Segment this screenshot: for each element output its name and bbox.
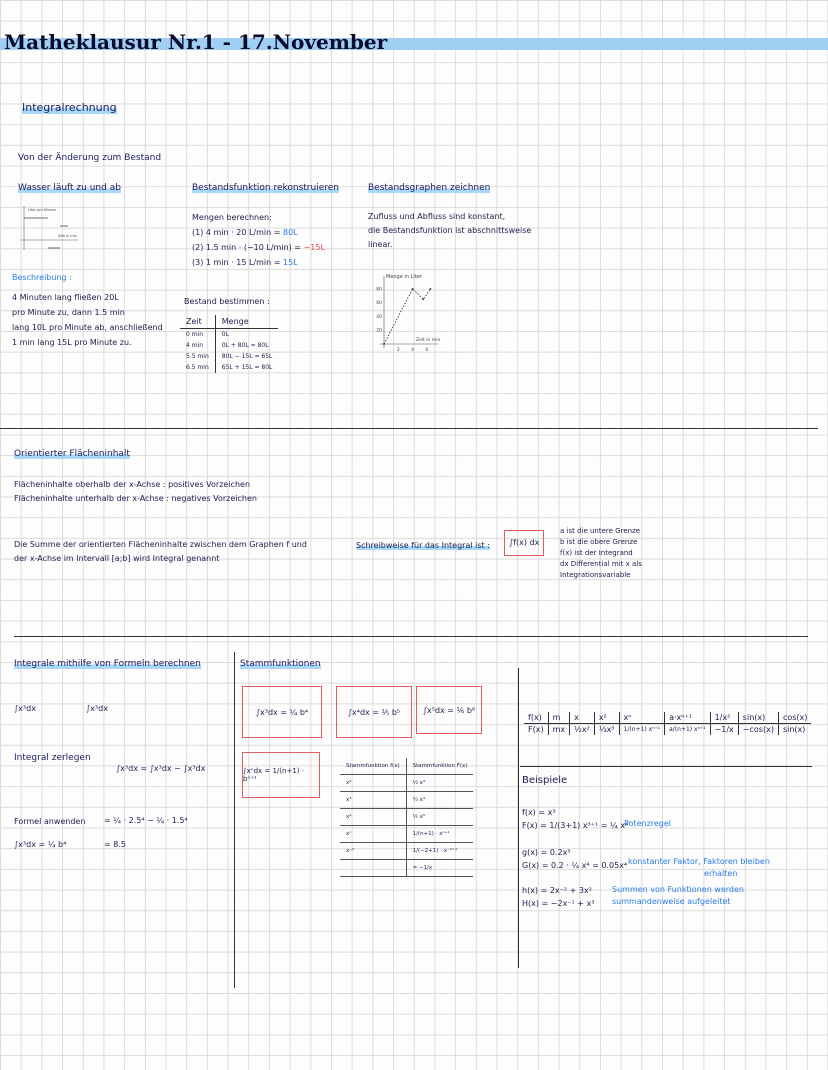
y-tick-label: 80	[376, 287, 382, 293]
mengen-block: Mengen berechnen: (1) 4 min · 20 L/min = 80L (2) 1.5 min · (−10 L/min) = −15L (3) 1 min · 15 L/min = 15L	[192, 213, 325, 267]
data-point	[412, 288, 414, 290]
formel-right-2: = 8.5	[104, 840, 126, 849]
stamm-box-3: ∫x⁵dx = ⅙ b⁶	[416, 686, 482, 734]
stamm-extra: = −1/x	[406, 860, 473, 877]
example-integral-2: ∫x³dx	[86, 704, 108, 713]
bestand-graph	[368, 272, 440, 356]
bestand-title: Bestand bestimmen :	[184, 297, 270, 306]
beispiel-2: g(x) = 0.2x³ G(x) = 0.2 · ¼ x⁴ = 0.05x⁴	[522, 848, 628, 870]
beispiel-3: h(x) = 2x⁻² + 3x² H(x) = −2x⁻¹ + x³	[522, 886, 595, 908]
section-heading-orient: Orientierter Flächeninhalt	[14, 449, 130, 459]
divider-1	[0, 428, 818, 429]
rate-chart-xlabel: Zeit in min	[58, 234, 77, 238]
zerlegen-formula: ∫x³dx = ∫x³dx − ∫x³dx	[116, 764, 206, 773]
chart-title: Menge in Liter	[386, 274, 422, 280]
integral-notes: a ist die untere Grenze b ist die obere Grenze f(x) ist der Integrand dx Differential mit x als Integrationsvariable	[560, 527, 642, 579]
stamm-box-1: ∫x³dx = ¼ b⁴	[242, 686, 322, 738]
sub-heading: Von der Änderung zum Bestand	[18, 153, 162, 163]
col3-title: Bestandsgraphen zeichnen	[368, 183, 491, 193]
section-heading-stamm: Stammfunktionen	[240, 659, 321, 669]
col3-text: Zufluss und Abfluss sind konstant, die Bestandsfunktion ist abschnittsweise linear.	[368, 212, 532, 249]
formel-left: ∫x³dx = ¼ b⁴	[14, 840, 67, 849]
divider-v2	[518, 668, 519, 968]
integral-notation: ∫f(x) dx	[504, 530, 544, 556]
section-heading-integral: Integralrechnung	[22, 101, 117, 114]
vorzeichen-text: Flächeninhalte oberhalb der x-Achse : positives Vorzeichen Flächeninhalte unterhalb der x-Achse : negatives Vorzeichen	[14, 480, 257, 503]
page-title: Matheklausur Nr.1 - 17.November	[4, 30, 388, 54]
stamm-box-2: ∫x⁴dx = ⅕ b⁵	[336, 686, 412, 738]
rate-chart-label: Liter pro Minute	[28, 208, 56, 212]
data-point	[383, 343, 385, 345]
example-integral-1: ∫x³dx	[14, 704, 36, 713]
series-line	[384, 289, 430, 344]
stamm-box-general: ∫xⁿdx = 1/(n+1) · bⁿ⁺¹	[242, 752, 320, 798]
summe-text: Die Summe der orientierten Flächeninhalte zwischen dem Graphen f und der x-Achse im Intervall [a;b] wird Integral genannt	[14, 540, 307, 563]
col1-title: Wasser läuft zu und ab	[18, 183, 121, 193]
section-heading-formeln: Integrale mithilfe von Formeln berechnen	[14, 659, 201, 669]
formel-title: Formel anwenden	[14, 817, 86, 826]
y-tick-label: 60	[376, 301, 382, 307]
formula-table: f(x) m x x² xⁿ a·xⁿ⁺¹ 1/x² sin(x) cos(x) F(x) mx ½x² ⅓x³ 1/(n+1) xⁿ⁺¹ a/(n+1) xⁿ⁺¹ −1/x −cos(x) sin(x)	[524, 712, 811, 735]
data-point	[430, 288, 432, 290]
desc-text: 4 Minuten lang fließen 20L pro Minute zu, dann 1.5 min lang 10L pro Minute ab, anschließend 1 min lang 15L pro Minute zu.	[12, 293, 163, 347]
chart-xlabel: Zeit in min	[416, 338, 440, 343]
divider-v1	[234, 652, 235, 988]
x-tick-label: 6	[425, 348, 429, 353]
x-tick-label: 2	[396, 348, 400, 353]
desc-title: Beschreibung :	[12, 273, 72, 282]
beispiele-title: Beispiele	[522, 775, 568, 786]
beispiel-1-note: Potenzregel	[624, 819, 672, 828]
divider-3	[520, 766, 812, 767]
formel-right-1: = ¼ · 2.5⁴ − ¼ · 1.5⁴	[104, 816, 188, 825]
beispiel-2-note: konstanter Faktor, Faktoren bleiben erhalten	[628, 857, 770, 878]
rate-chart	[18, 204, 80, 254]
zerlegen-title: Integral zerlegen	[14, 753, 91, 763]
divider-2	[14, 636, 808, 637]
x-tick-label: 4	[411, 348, 415, 353]
y-tick-label: 40	[376, 314, 382, 320]
y-tick-label: 20	[376, 328, 382, 334]
beispiel-1: f(x) = x³ F(x) = 1/(3+1) x³⁺¹ = ¼ x⁴	[522, 808, 629, 830]
stamm-table: Stammfunktion f(x) Stammfunktion F(x) x² ⅓ x³ x³ ¼ x⁴ x⁴ ⅕ x⁵ xⁿ 1/(n+1) · xⁿ⁺¹ x⁻² 1/(−2+1) · x⁻²⁺¹ = −1/x	[340, 758, 473, 877]
data-point	[422, 298, 424, 300]
beispiel-3-note: Summen von Funktionen werden summandenweise aufgeleitet	[612, 885, 744, 906]
schreibweise: Schreibweise für das Integral ist :	[356, 541, 490, 550]
col2-title: Bestandsfunktion rekonstruieren	[192, 183, 339, 193]
bestand-table: Zeit Menge 0 min 0L 4 min 0L + 80L = 80L 5.5 min 80L − 15L = 65L 6.5 min 65L + 15L = 80L	[180, 315, 278, 373]
